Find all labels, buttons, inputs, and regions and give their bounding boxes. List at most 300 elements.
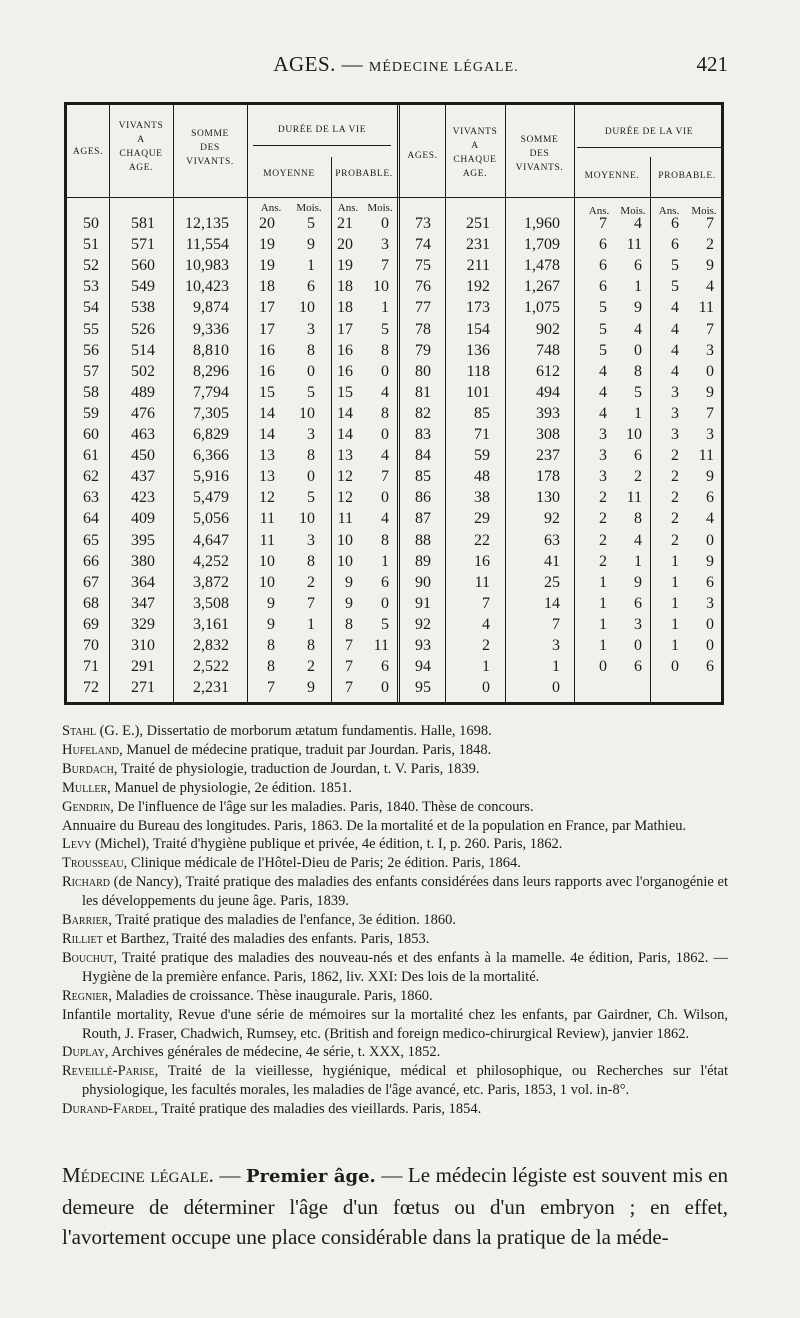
cell-left-probable-ans: 10 xyxy=(337,552,353,570)
reference-entry xyxy=(62,835,728,854)
cell-right-somme: 1,075 xyxy=(524,299,560,317)
cell-left-age: 55 xyxy=(83,320,99,338)
cell-left-age: 69 xyxy=(83,615,99,633)
cell-right-moyenne-ans: 5 xyxy=(599,341,607,359)
cell-left-probable-ans: 13 xyxy=(337,447,353,465)
cell-left-somme: 6,366 xyxy=(193,447,229,465)
cell-left-somme: 11,554 xyxy=(185,236,229,254)
cell-right-probable-ans: 1 xyxy=(671,594,679,612)
header-ages-right: AGES. xyxy=(407,151,438,161)
cell-right-somme: 25 xyxy=(544,573,560,591)
header-rule xyxy=(253,145,391,146)
cell-left-probable-mois: 11 xyxy=(373,637,389,654)
cell-left-vivants: 450 xyxy=(131,447,155,465)
cell-left-somme: 8,810 xyxy=(193,341,229,359)
cell-right-probable-ans: 5 xyxy=(671,257,679,275)
cell-right-probable-ans: 1 xyxy=(671,637,679,654)
unit-ans: Ans. xyxy=(658,205,680,217)
cell-left-somme: 5,056 xyxy=(193,510,229,528)
cell-right-somme: 1,267 xyxy=(524,278,560,296)
reference-text: (G. E.), Dissertatio de morborum ætatum fundamentis. Halle, 1698. xyxy=(95,723,492,739)
cell-left-probable-ans: 7 xyxy=(345,679,353,697)
cell-left-moyenne-ans: 13 xyxy=(259,447,275,465)
cell-right-probable-ans: 6 xyxy=(671,236,679,254)
cell-left-age: 50 xyxy=(83,215,99,232)
reference-author: Durand-Fardel xyxy=(62,1101,155,1118)
running-head-title xyxy=(64,52,728,77)
cell-right-probable-mois: 4 xyxy=(706,510,714,528)
cell-right-moyenne-mois: 0 xyxy=(634,341,642,359)
cell-right-moyenne-ans: 4 xyxy=(599,383,607,401)
cell-right-moyenne-ans: 0 xyxy=(599,658,607,676)
cell-left-somme: 9,336 xyxy=(193,320,229,338)
reference-author: Rilliet xyxy=(62,930,103,947)
cell-left-vivants: 423 xyxy=(131,489,155,507)
cell-right-moyenne-ans: 7 xyxy=(599,215,607,232)
cell-right-moyenne-mois: 0 xyxy=(634,637,642,654)
reference-entry xyxy=(62,779,728,798)
cell-left-probable-ans: 8 xyxy=(345,615,353,633)
bibliography xyxy=(62,722,728,1119)
reference-entry xyxy=(62,949,728,987)
cell-left-vivants: 380 xyxy=(131,552,155,570)
subsection-title: Premier âge. xyxy=(246,1166,376,1187)
cell-right-moyenne-mois: 8 xyxy=(634,510,642,528)
cell-right-vivants: 59 xyxy=(474,447,490,465)
cell-left-moyenne-mois: 0 xyxy=(307,362,315,380)
cell-right-vivants: 22 xyxy=(474,531,490,549)
cell-right-probable-ans: 4 xyxy=(671,362,679,380)
cell-right-somme: 130 xyxy=(536,489,560,507)
cell-left-probable-mois: 0 xyxy=(381,679,389,697)
cell-right-age: 90 xyxy=(415,573,431,591)
cell-left-vivants: 437 xyxy=(131,468,155,486)
cell-left-somme: 2,832 xyxy=(193,637,229,654)
cell-left-probable-mois: 4 xyxy=(381,383,389,401)
cell-left-probable-mois: 0 xyxy=(381,362,389,380)
reference-entry xyxy=(62,987,728,1006)
cell-left-probable-ans: 10 xyxy=(337,531,353,549)
cell-left-moyenne-mois: 8 xyxy=(307,552,315,570)
reference-entry xyxy=(62,722,728,741)
cell-right-somme: 1,478 xyxy=(524,257,560,275)
cell-right-age: 81 xyxy=(415,383,431,401)
column-rule-center xyxy=(397,105,400,702)
cell-right-vivants: 154 xyxy=(466,320,490,338)
cell-left-somme: 3,872 xyxy=(193,573,229,591)
cell-right-moyenne-ans: 2 xyxy=(599,531,607,549)
cell-right-somme: 902 xyxy=(536,320,560,338)
cell-right-probable-ans: 3 xyxy=(671,383,679,401)
cell-left-probable-ans: 9 xyxy=(345,594,353,612)
cell-left-probable-mois: 1 xyxy=(381,299,389,317)
cell-left-moyenne-mois: 10 xyxy=(299,404,315,422)
cell-left-somme: 4,647 xyxy=(193,531,229,549)
cell-right-age: 91 xyxy=(415,594,431,612)
cell-right-probable-mois: 3 xyxy=(706,426,714,443)
cell-left-vivants: 549 xyxy=(131,278,155,296)
cell-right-probable-mois: 7 xyxy=(706,320,714,338)
cell-left-moyenne-mois: 1 xyxy=(307,257,315,275)
cell-right-moyenne-mois: 6 xyxy=(634,594,642,612)
cell-right-probable-mois: 7 xyxy=(706,404,714,422)
cell-right-moyenne-ans: 6 xyxy=(599,278,607,296)
cell-left-vivants: 514 xyxy=(131,341,155,359)
cell-right-moyenne-mois: 3 xyxy=(634,615,642,633)
reference-author: Stahl xyxy=(62,723,96,739)
cell-left-age: 56 xyxy=(83,341,99,359)
column-rule xyxy=(173,105,174,702)
header-ages: AGES. xyxy=(72,147,104,157)
reference-author: Trousseau xyxy=(62,855,124,872)
cell-right-moyenne-ans: 4 xyxy=(599,404,607,422)
paragraph-text: Le médecin légiste est souvent mis en demeure de déterminer l'âge d'un fœtus ou d'un embryon ; en effet, l'avortement occupe une place considérable dans la pratique de la méde- xyxy=(62,1163,729,1249)
reference-entry xyxy=(62,1100,728,1119)
cell-right-probable-mois: 0 xyxy=(706,531,714,549)
cell-right-probable-mois: 0 xyxy=(706,615,714,633)
cell-left-probable-ans: 18 xyxy=(337,278,353,296)
unit-mois: Mois. xyxy=(691,205,717,217)
cell-left-vivants: 347 xyxy=(131,594,155,612)
cell-right-probable-mois: 6 xyxy=(706,573,714,591)
cell-right-moyenne-ans: 2 xyxy=(599,510,607,528)
cell-right-vivants: 136 xyxy=(466,341,490,359)
section-title: Médecine légale. xyxy=(62,1163,214,1187)
cell-left-moyenne-ans: 17 xyxy=(259,299,275,317)
cell-right-moyenne-mois: 1 xyxy=(634,278,642,296)
reference-author: Hufeland xyxy=(62,741,120,758)
cell-left-moyenne-ans: 11 xyxy=(259,510,275,528)
cell-right-probable-ans: 4 xyxy=(671,320,679,338)
cell-left-vivants: 571 xyxy=(131,236,155,254)
cell-left-moyenne-mois: 3 xyxy=(307,531,315,549)
cell-right-age: 87 xyxy=(415,510,431,528)
reference-entry xyxy=(62,798,728,817)
cell-right-probable-mois: 4 xyxy=(706,278,714,296)
reference-text: , Traité de physiologie, traduction de Jourdan, t. V. Paris, 1839. xyxy=(113,760,480,777)
cell-right-age: 76 xyxy=(415,278,431,296)
unit-mois: Mois. xyxy=(367,202,393,214)
reference-text: , De l'influence de l'âge sur les maladies. Paris, 1840. Thèse de concours. xyxy=(110,798,534,815)
cell-right-probable-mois: 0 xyxy=(706,362,714,380)
reference-author: Barrier xyxy=(62,912,109,929)
header-vivants-right: VIVANTS A CHAQUE AGE. xyxy=(452,127,498,179)
cell-left-somme: 5,479 xyxy=(193,489,229,507)
cell-right-moyenne-mois: 5 xyxy=(634,383,642,401)
cell-left-probable-mois: 3 xyxy=(381,236,389,254)
cell-right-probable-mois: 0 xyxy=(706,637,714,654)
column-rule xyxy=(247,105,248,702)
reference-text: , Maladies de croissance. Thèse inaugurale. Paris, 1860. xyxy=(108,987,433,1004)
cell-right-moyenne-ans: 3 xyxy=(599,426,607,443)
cell-left-age: 51 xyxy=(83,236,99,254)
cell-left-somme: 10,423 xyxy=(185,278,229,296)
cell-right-probable-mois: 9 xyxy=(706,257,714,275)
cell-left-age: 63 xyxy=(83,489,99,507)
cell-right-moyenne-ans: 2 xyxy=(599,552,607,570)
reference-text: , Clinique médicale de l'Hôtel-Dieu de Paris; 2e édition. Paris, 1864. xyxy=(123,855,521,872)
cell-right-moyenne-ans: 5 xyxy=(599,320,607,338)
cell-left-moyenne-ans: 7 xyxy=(267,679,275,697)
cell-left-somme: 10,983 xyxy=(185,257,229,275)
cell-right-moyenne-mois: 11 xyxy=(626,236,642,254)
cell-left-probable-ans: 21 xyxy=(337,215,353,232)
reference-text: , Traité pratique des maladies des vieillards. Paris, 1854. xyxy=(154,1101,482,1118)
cell-right-moyenne-ans: 3 xyxy=(599,447,607,465)
cell-right-probable-mois: 9 xyxy=(706,468,714,486)
cell-right-age: 73 xyxy=(415,215,431,232)
cell-right-vivants: 251 xyxy=(466,215,490,232)
cell-right-moyenne-mois: 6 xyxy=(634,447,642,465)
cell-left-moyenne-mois: 3 xyxy=(307,320,315,338)
cell-left-age: 67 xyxy=(83,573,99,591)
cell-right-age: 86 xyxy=(415,489,431,507)
cell-right-moyenne-mois: 6 xyxy=(634,257,642,275)
cell-right-moyenne-mois: 8 xyxy=(634,362,642,380)
cell-left-probable-mois: 7 xyxy=(381,257,389,275)
cell-left-probable-mois: 7 xyxy=(381,468,389,486)
cell-left-moyenne-mois: 10 xyxy=(299,510,315,528)
cell-left-probable-ans: 12 xyxy=(337,468,353,486)
cell-right-probable-ans: 0 xyxy=(671,658,679,676)
cell-right-moyenne-ans: 1 xyxy=(599,615,607,633)
header-somme-right: SOMME DES VIVANTS. xyxy=(515,135,564,173)
cell-right-probable-ans: 3 xyxy=(671,404,679,422)
cell-left-vivants: 581 xyxy=(131,215,155,232)
reference-author: Burdach xyxy=(62,760,114,777)
cell-left-probable-ans: 19 xyxy=(337,257,353,275)
cell-right-probable-ans: 4 xyxy=(671,299,679,317)
cell-right-moyenne-ans: 1 xyxy=(599,594,607,612)
cell-right-vivants: 231 xyxy=(466,236,490,254)
header-duree-right: DURÉE DE LA VIE xyxy=(604,127,694,137)
cell-left-moyenne-mois: 10 xyxy=(299,299,315,317)
body-paragraph: Médecine légale. — Premier âge. — Le médecin légiste est souvent mis en demeure de déterminer l'âge d'un fœtus ou d'un embryon ; en effet, l'avortement occupe une place considérable dans la pratique de la méde- xyxy=(62,1163,729,1249)
cell-left-probable-mois: 0 xyxy=(381,426,389,443)
cell-left-moyenne-ans: 9 xyxy=(267,594,275,612)
cell-right-probable-mois: 11 xyxy=(698,447,714,465)
cell-left-probable-mois: 0 xyxy=(381,489,389,507)
cell-right-vivants: 29 xyxy=(474,510,490,528)
cell-left-somme: 3,508 xyxy=(193,594,229,612)
cell-right-probable-ans: 2 xyxy=(671,489,679,507)
cell-left-probable-mois: 6 xyxy=(381,658,389,676)
cell-left-probable-ans: 17 xyxy=(337,320,353,338)
cell-right-somme: 178 xyxy=(536,468,560,486)
cell-left-vivants: 409 xyxy=(131,510,155,528)
cell-left-probable-mois: 4 xyxy=(381,510,389,528)
header-somme: SOMME DES VIVANTS. xyxy=(186,129,234,167)
cell-left-age: 64 xyxy=(83,510,99,528)
cell-left-age: 54 xyxy=(83,299,99,317)
cell-right-vivants: 2 xyxy=(482,637,490,654)
cell-right-moyenne-ans: 1 xyxy=(599,637,607,654)
header-vivants: VIVANTS A CHAQUE AGE. xyxy=(118,121,164,173)
cell-right-probable-ans: 1 xyxy=(671,573,679,591)
cell-left-probable-ans: 20 xyxy=(337,236,353,254)
cell-left-probable-mois: 10 xyxy=(373,278,389,296)
cell-left-vivants: 560 xyxy=(131,257,155,275)
cell-right-vivants: 85 xyxy=(474,404,490,422)
cell-right-probable-ans: 4 xyxy=(671,341,679,359)
cell-right-probable-ans: 1 xyxy=(671,615,679,633)
column-rule xyxy=(650,157,651,702)
cell-left-moyenne-ans: 8 xyxy=(267,637,275,654)
cell-left-probable-mois: 5 xyxy=(381,320,389,338)
unit-mois: Mois. xyxy=(620,205,646,217)
reference-author: Regnier xyxy=(62,987,109,1004)
header-bottom-rule xyxy=(67,197,721,198)
reference-entry xyxy=(62,741,728,760)
cell-right-age: 84 xyxy=(415,447,431,465)
cell-left-age: 72 xyxy=(83,679,99,697)
reference-author: Muller xyxy=(62,779,108,796)
cell-right-age: 74 xyxy=(415,236,431,254)
cell-right-probable-mois: 9 xyxy=(706,383,714,401)
cell-left-age: 62 xyxy=(83,468,99,486)
cell-left-somme: 4,252 xyxy=(193,552,229,570)
cell-left-age: 57 xyxy=(83,362,99,380)
cell-right-moyenne-mois: 11 xyxy=(626,489,642,507)
cell-right-moyenne-ans: 3 xyxy=(599,468,607,486)
reference-text: , Manuel de physiologie, 2e édition. 1851. xyxy=(107,779,352,796)
cell-right-moyenne-ans: 2 xyxy=(599,489,607,507)
cell-left-moyenne-ans: 10 xyxy=(259,573,275,591)
header-moyenne: MOYENNE xyxy=(263,169,315,179)
cell-left-vivants: 526 xyxy=(131,320,155,338)
cell-right-vivants: 0 xyxy=(482,679,490,697)
cell-left-vivants: 489 xyxy=(131,383,155,401)
reference-author: Levy xyxy=(62,836,92,853)
column-rule xyxy=(445,105,446,702)
cell-left-probable-ans: 9 xyxy=(345,573,353,591)
cell-right-age: 78 xyxy=(415,320,431,338)
cell-left-moyenne-ans: 10 xyxy=(259,552,275,570)
cell-left-somme: 9,874 xyxy=(193,299,229,317)
cell-right-age: 93 xyxy=(415,637,431,654)
cell-left-probable-ans: 7 xyxy=(345,658,353,676)
cell-right-moyenne-mois: 9 xyxy=(634,299,642,317)
reference-text: (Michel), Traité d'hygiène publique et privée, 4e édition, t. I, p. 260. Paris, 1862. xyxy=(91,836,563,853)
reference-entry xyxy=(62,1062,728,1100)
cell-left-probable-ans: 7 xyxy=(345,637,353,654)
header-probable-right: PROBABLE. xyxy=(658,171,716,181)
cell-right-probable-mois: 9 xyxy=(706,552,714,570)
cell-right-vivants: 4 xyxy=(482,615,490,633)
cell-right-moyenne-ans: 6 xyxy=(599,257,607,275)
cell-right-moyenne-ans: 5 xyxy=(599,299,607,317)
cell-left-vivants: 476 xyxy=(131,404,155,422)
reference-entry xyxy=(62,854,728,873)
cell-left-somme: 5,916 xyxy=(193,468,229,486)
cell-left-moyenne-mois: 9 xyxy=(307,236,315,254)
cell-left-probable-ans: 14 xyxy=(337,426,353,443)
running-head-left: AGES. xyxy=(273,52,336,76)
cell-right-age: 88 xyxy=(415,531,431,549)
cell-right-moyenne-mois: 2 xyxy=(634,468,642,486)
reference-text: et Barthez, Traité des maladies des enfants. Paris, 1853. xyxy=(102,930,430,947)
cell-left-somme: 7,794 xyxy=(193,383,229,401)
cell-left-moyenne-mois: 1 xyxy=(307,615,315,633)
header-probable: PROBABLE. xyxy=(335,169,393,179)
cell-left-probable-ans: 15 xyxy=(337,383,353,401)
reference-text: , Traité pratique des maladies des nouveau-nés et des enfants à la mamelle. 4e édition, Paris, 1862. — Hygiène de la première enfance. Paris, 1862, liv. XXI: Des lois de la mortalité. xyxy=(82,949,728,985)
reference-author: Reveillé-Parise xyxy=(62,1063,155,1080)
cell-right-moyenne-ans: 1 xyxy=(599,573,607,591)
cell-right-probable-mois: 6 xyxy=(706,489,714,507)
cell-left-moyenne-ans: 15 xyxy=(259,383,275,401)
cell-left-probable-ans: 11 xyxy=(337,510,353,528)
cell-left-probable-mois: 8 xyxy=(381,531,389,549)
cell-left-vivants: 538 xyxy=(131,299,155,317)
cell-left-age: 68 xyxy=(83,594,99,612)
page-number: 421 xyxy=(696,52,728,76)
reference-text: , Manuel de médecine pratique, traduit par Jourdan. Paris, 1848. xyxy=(119,741,492,758)
cell-left-vivants: 271 xyxy=(131,679,155,697)
cell-right-age: 85 xyxy=(415,468,431,486)
cell-left-moyenne-mois: 3 xyxy=(307,426,315,443)
cell-left-moyenne-ans: 17 xyxy=(259,320,275,338)
cell-left-vivants: 291 xyxy=(131,658,155,676)
cell-left-somme: 12,135 xyxy=(185,215,229,232)
cell-left-probable-mois: 6 xyxy=(381,573,389,591)
cell-left-moyenne-ans: 14 xyxy=(259,404,275,422)
cell-right-age: 89 xyxy=(415,552,431,570)
cell-left-somme: 2,231 xyxy=(193,679,229,697)
unit-ans: Ans. xyxy=(588,205,610,217)
cell-left-probable-mois: 0 xyxy=(381,215,389,232)
reference-entry xyxy=(62,817,728,836)
cell-right-somme: 494 xyxy=(536,383,560,401)
cell-right-moyenne-mois: 6 xyxy=(634,658,642,676)
unit-mois: Mois. xyxy=(296,202,322,214)
cell-left-probable-mois: 1 xyxy=(381,552,389,570)
reference-author: Bouchut xyxy=(62,949,114,966)
cell-left-probable-ans: 16 xyxy=(337,362,353,380)
cell-right-probable-ans: 2 xyxy=(671,447,679,465)
cell-left-moyenne-ans: 20 xyxy=(259,215,275,232)
cell-left-moyenne-mois: 0 xyxy=(307,468,315,486)
cell-right-age: 83 xyxy=(415,426,431,443)
cell-right-age: 77 xyxy=(415,299,431,317)
cell-right-vivants: 7 xyxy=(482,594,490,612)
reference-entry xyxy=(62,1043,728,1062)
cell-right-somme: 0 xyxy=(552,679,560,697)
cell-right-probable-mois: 6 xyxy=(706,658,714,676)
cell-right-vivants: 38 xyxy=(474,489,490,507)
cell-right-probable-ans: 1 xyxy=(671,552,679,570)
reference-author: Duplay xyxy=(62,1044,105,1061)
column-rule xyxy=(574,105,575,702)
cell-right-age: 75 xyxy=(415,257,431,275)
cell-right-somme: 63 xyxy=(544,531,560,549)
cell-left-somme: 3,161 xyxy=(193,615,229,633)
life-table xyxy=(64,102,724,705)
cell-right-probable-ans: 3 xyxy=(671,426,679,443)
cell-left-moyenne-mois: 6 xyxy=(307,278,315,296)
cell-right-age: 80 xyxy=(415,362,431,380)
cell-left-moyenne-ans: 16 xyxy=(259,362,275,380)
cell-right-moyenne-ans: 4 xyxy=(599,362,607,380)
column-rule xyxy=(109,105,110,702)
cell-left-moyenne-ans: 16 xyxy=(259,341,275,359)
cell-right-probable-mois: 3 xyxy=(706,594,714,612)
reference-entry xyxy=(62,1006,728,1044)
cell-left-age: 71 xyxy=(83,658,99,676)
reference-author: Gendrin xyxy=(62,798,111,815)
cell-left-moyenne-mois: 8 xyxy=(307,341,315,359)
cell-left-moyenne-ans: 12 xyxy=(259,489,275,507)
